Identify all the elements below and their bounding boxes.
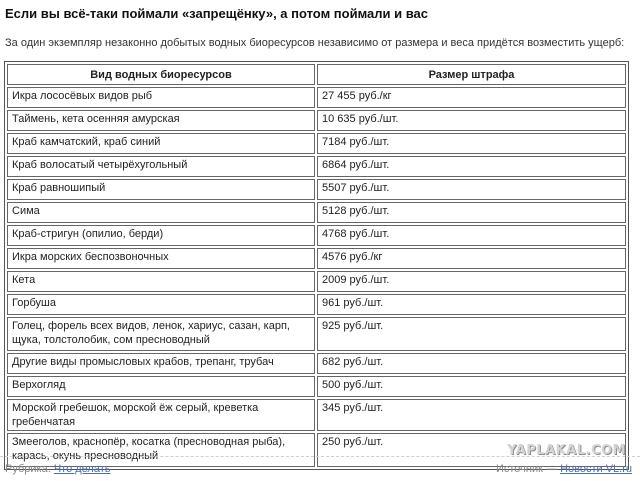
table-row	[7, 294, 626, 315]
species-cell: Краб равношипый	[7, 179, 315, 200]
fine-cell: 345 руб./шт.	[317, 399, 626, 431]
fine-cell: 10 635 руб./шт.	[317, 110, 626, 131]
species-cell: Краб волосатый четырёхугольный	[7, 156, 315, 177]
fine-cell: 6864 руб./шт.	[317, 156, 626, 177]
fine-cell: 4768 руб./шт.	[317, 225, 626, 246]
table-row	[7, 156, 626, 177]
source	[496, 463, 632, 475]
species-cell: Таймень, кета осенняя амурская	[7, 110, 315, 131]
fine-cell: 961 руб./шт.	[317, 294, 626, 315]
article-intro: За один экземпляр незаконно добытых водных биоресурсов независимо от размера и веса придётся возместить ущерб:	[5, 37, 625, 49]
species-cell: Морской гребешок, морской ёж серый, креветка гребенчатая	[7, 399, 315, 431]
column-header-species: Вид водных биоресурсов	[7, 64, 315, 85]
rubric-label: Рубрика:	[5, 463, 51, 475]
table-row	[7, 87, 626, 108]
species-cell: Кета	[7, 271, 315, 292]
table-row	[7, 271, 626, 292]
rubric-link[interactable]: Что делать	[53, 463, 111, 475]
article-title: Если вы всё-таки поймали «запрещёнку», а потом поймали и вас	[5, 6, 429, 21]
table-row	[7, 133, 626, 154]
species-cell: Верхогляд	[7, 376, 315, 397]
species-cell: Икра морских беспозвоночных	[7, 248, 315, 269]
fine-cell: 2009 руб./шт.	[317, 271, 626, 292]
table-row	[7, 399, 626, 431]
source-label: Источник —	[495, 463, 561, 475]
fine-cell: 250 руб./шт.	[317, 433, 626, 467]
fine-cell: 4576 руб./кг	[317, 248, 626, 269]
table-row	[7, 353, 626, 374]
species-cell: Голец, форель всех видов, ленок, хариус, сазан, карп, щука, толстолобик, сом пресноводный	[7, 317, 315, 351]
article-footer	[0, 456, 640, 481]
species-cell: Краб-стригун (опилио, берди)	[7, 225, 315, 246]
species-cell: Сима	[7, 202, 315, 223]
species-cell: Другие виды промысловых крабов, трепанг, трубач	[7, 353, 315, 374]
source-link[interactable]: Новости VL.ru	[560, 463, 632, 475]
table-row	[7, 179, 626, 200]
fine-cell: 5507 руб./шт.	[317, 179, 626, 200]
table-row	[7, 110, 626, 131]
fine-cell: 27 455 руб./кг	[317, 87, 626, 108]
table-row	[7, 202, 626, 223]
watermark-logo: YAPLAKAL.COM	[507, 443, 626, 458]
species-cell: Змееголов, краснопёр, косатка (пресноводная рыба), карась, окунь пресноводный	[7, 433, 315, 467]
column-header-fine: Размер штрафа	[317, 64, 626, 85]
species-cell: Краб камчатский, краб синий	[7, 133, 315, 154]
table-row	[7, 376, 626, 397]
fines-table-body	[7, 87, 626, 467]
rubric	[5, 463, 110, 475]
table-row	[7, 317, 626, 351]
fine-cell: 925 руб./шт.	[317, 317, 626, 351]
fine-cell: 500 руб./шт.	[317, 376, 626, 397]
table-row	[7, 225, 626, 246]
fine-cell: 5128 руб./шт.	[317, 202, 626, 223]
fine-cell: 7184 руб./шт.	[317, 133, 626, 154]
fine-cell: 682 руб./шт.	[317, 353, 626, 374]
species-cell: Горбуша	[7, 294, 315, 315]
table-header-row	[7, 64, 626, 85]
table-row	[7, 248, 626, 269]
fines-table	[4, 61, 629, 470]
species-cell: Икра лососёвых видов рыб	[7, 87, 315, 108]
